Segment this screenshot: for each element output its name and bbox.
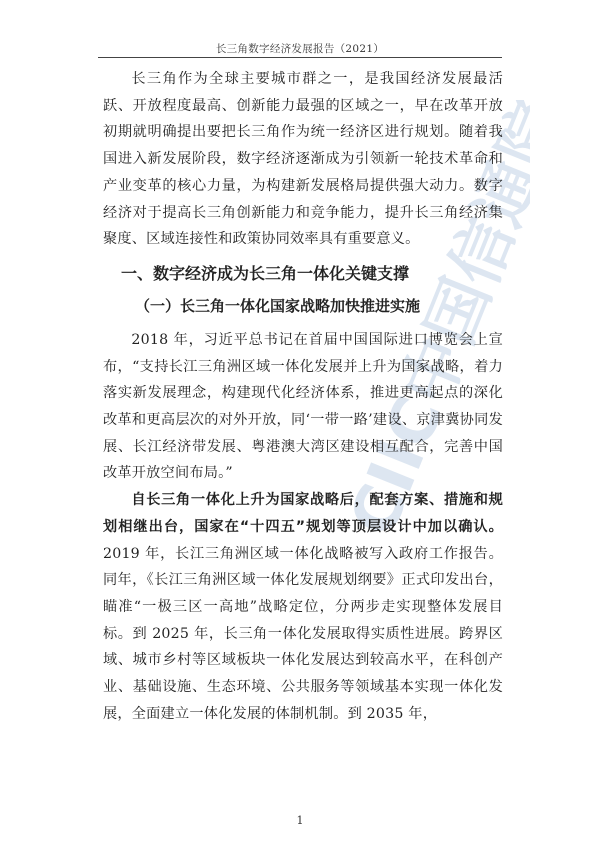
document-body	[103, 66, 503, 727]
page-header	[0, 0, 600, 60]
paragraph-intro: 长三角作为全球主要城市群之一，是我国经济发展最活跃、开放程度最高、创新能力最强的区域之一，早在改革开放初期就明确提出要把长三角作为统一经济区进行规划。随着我国进入新发展阶段，数字经济逐渐成为引领新一轮技术革命和产业变革的核心力量，为构建新发展格局提供强大动力。数字经济对于提高长三角创新能力和竞争能力，提升长三角经济集聚度、区域连接性和政策协同效率具有重要意义。	[103, 71, 503, 248]
header-title: 长三角数字经济发展报告（2021）	[215, 43, 385, 55]
subsection-heading: （一）长三角一体化国家战略加快推进实施	[135, 296, 421, 315]
paragraph-strategy-progress	[103, 487, 503, 727]
paragraph-bold-lead: 自长三角一体化上升为国家战略后，配套方案、措施和规划相继出台，国家在“十四五”规划等顶层设计中加以确认。	[103, 492, 503, 535]
paragraph-2018-announcement: 2018 年，习近平总书记在首届中国国际进口博览会上宣布，“支持长江三角洲区域一体化发展并上升为国家战略，着力落实新发展理念，构建现代化经济体系，推进更高起点的深化改革和更高层次的对外开放，同‘一带一路’建设、京津冀协同发展、长江经济带发展、粤港澳大湾区建设相互配合，完善中国改革开放空间布局。”	[103, 331, 503, 482]
paragraph-body-text: 2019 年，长江三角洲区域一体化战略被写入政府工作报告。同年，《长江三角洲区域一体化发展规划纲要》正式印发出台，瞄准“一极三区一高地”战略定位，分两步走实现整体发展目标。到 2025 年，长三角一体化发展取得实质性进展。跨界区域、城市乡村等区域板块一体化发展达到较高水平，在科创产业、基础设施、生态环境、公共服务等领域基本实现一体化发展，全面建立一体化发展的体制机制。到 2035 年，	[103, 545, 503, 722]
section-heading: 一、数字经济成为长三角一体化关键支撑	[121, 263, 410, 283]
header-rule	[98, 57, 502, 58]
watermark-text: CIIC中国信通院	[336, 100, 530, 546]
page-number: 1	[296, 814, 304, 827]
